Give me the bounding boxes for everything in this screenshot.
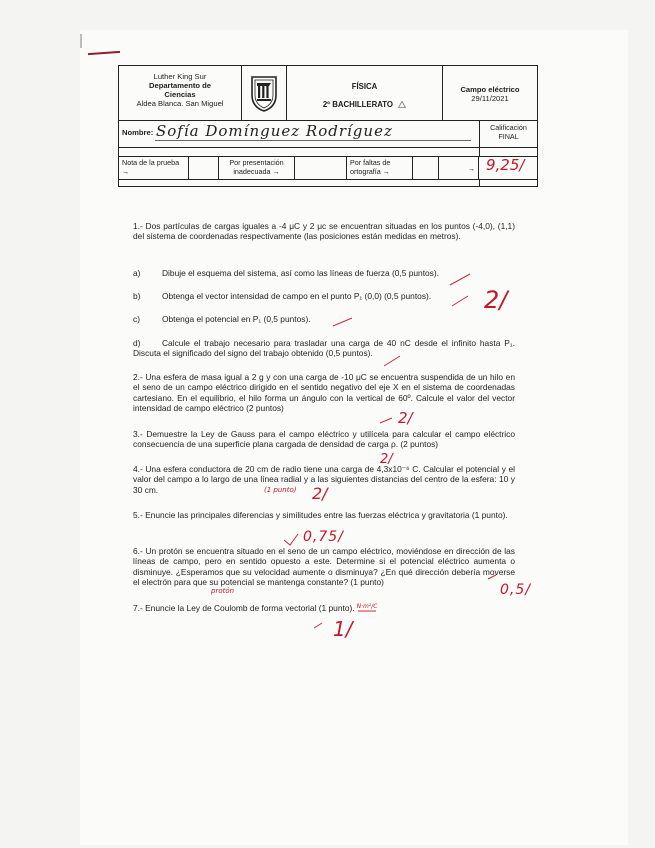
question-6: 6.- Un protón se encuentra situado en el seno de un campo eléctrico, moviéndose en dirección de las líneas de campo, pero en sentido opuesto a este. Determine si el potencial eléctrico aumenta o disminuye. ¿Esperamos que su velocidad aumente o disminuya? ¿En qué dirección debería moverse el electrón para que su potencial se mantenga constante? (1 punto)	[133, 546, 515, 588]
question-1d-letter: d)	[133, 338, 141, 348]
question-1c: Obtenga el potencial en P₁ (0,5 puntos).	[162, 314, 311, 324]
grade-label: Calificación FINAL	[490, 123, 527, 141]
question-5: 5.- Enuncie las principales diferencias y similitudes entre las fuerzas eléctrica y gravitatoria (1 punto).	[133, 510, 508, 520]
check-mark-1d	[384, 356, 400, 366]
check-mark-q6	[488, 575, 496, 579]
question-4: 4.- Una esfera conductora de 20 cm de radio tiene una carga de 4,3x10⁻⁶ C. Calcular el potencial y el valor del campo a lo largo de una línea radial y a las siguientes distancias del centro de la esfera: 10 y 30 cm.	[133, 464, 515, 495]
units-note: N·m²/C	[356, 603, 378, 610]
score-question-6: 0,5/	[500, 582, 531, 598]
score-question-3: 2/	[380, 452, 393, 467]
correction-proton: protón	[211, 587, 235, 595]
question-1a: Dibuje el esquema del sistema, así como las líneas de fuerza (0,5 puntos).	[162, 268, 439, 278]
row-label-test: Nota de la prueba →	[119, 157, 189, 179]
check-mark-q2	[380, 418, 392, 423]
row-label-spelling: Por faltas de ortografía →	[347, 157, 413, 179]
score-question-4-note: (1 punto)	[264, 486, 297, 494]
question-1-intro: 1.- Dos partículas de cargas iguales a -4 μC y 2 μc se encuentran situadas en los puntos (-4,0), (1,1) del sistema de coordenadas respectivamente (las posiciones están medidas en metros).	[133, 221, 515, 242]
question-2: 2.- Una esfera de masa igual a 2 g y con una carga de -10 μC se encuentra suspendida de un hilo en el seno de un campo eléctrico dirigido en el sentido negativo del eje X en el sistema de coordenadas cartesiano. En el equilibrio, el hilo forma un ángulo con la vertical de 60º. Calcule el valor del vector intensidad de campo eléctrico (2 puntos)	[133, 372, 515, 414]
topic-name: Campo eléctrico	[460, 85, 520, 94]
score-question-2: 2/	[398, 409, 413, 427]
row-label-arrow: →	[439, 157, 479, 179]
row-label-presentation: Por presentación inadecuada →	[219, 157, 295, 179]
score-question-1: 2/	[484, 286, 508, 314]
department-name: Departamento de Ciencias	[148, 81, 212, 99]
question-1c-letter: c)	[133, 314, 140, 324]
check-mark-1b	[452, 296, 468, 306]
question-1d: Calcule el trabajo necesario para trasladar una carga de 40 nC desde el infinito hasta P₁. Discuta el significado del signo del trabajo obtenido (0,5 puntos).	[133, 338, 515, 359]
student-name: Sofía Domínguez Rodríguez	[156, 122, 393, 140]
question-1b: Obtenga el vector intensidad de campo en el punto P₁ (0,0) (0,5 puntos).	[162, 291, 432, 301]
question-1a-letter: a)	[133, 268, 141, 278]
check-mark-1a	[450, 274, 470, 285]
school-location: Aldea Blanca. San Miguel	[136, 99, 224, 108]
score-question-4: 2/	[312, 484, 328, 503]
question-3: 3.- Demuestre la Ley de Gauss para el campo eléctrico y utilícela para calcular el campo eléctrico consecuencia de una superficie plana cargada de densidad de carga ρ. (2 puntos)	[133, 429, 515, 450]
final-grade-value: 9,25/	[486, 156, 525, 174]
check-mark-q7	[314, 623, 322, 628]
check-mark-1c	[333, 318, 352, 326]
name-label: Nombre:	[122, 128, 154, 137]
question-1b-letter: b)	[133, 291, 141, 301]
subject-name: FÍSICA	[351, 82, 378, 91]
course-name: 2º BACHILLERATO	[322, 100, 393, 109]
question-7: 7.- Enuncie la Ley de Coulomb de forma vectorial (1 punto).	[133, 603, 355, 613]
school-name: Luther King Sur	[153, 72, 207, 81]
exam-date: 29/11/2021	[471, 94, 509, 103]
score-question-7: 1/	[333, 617, 353, 641]
tick-mark-q5	[284, 534, 298, 545]
score-question-5: 0,75/	[303, 529, 344, 545]
